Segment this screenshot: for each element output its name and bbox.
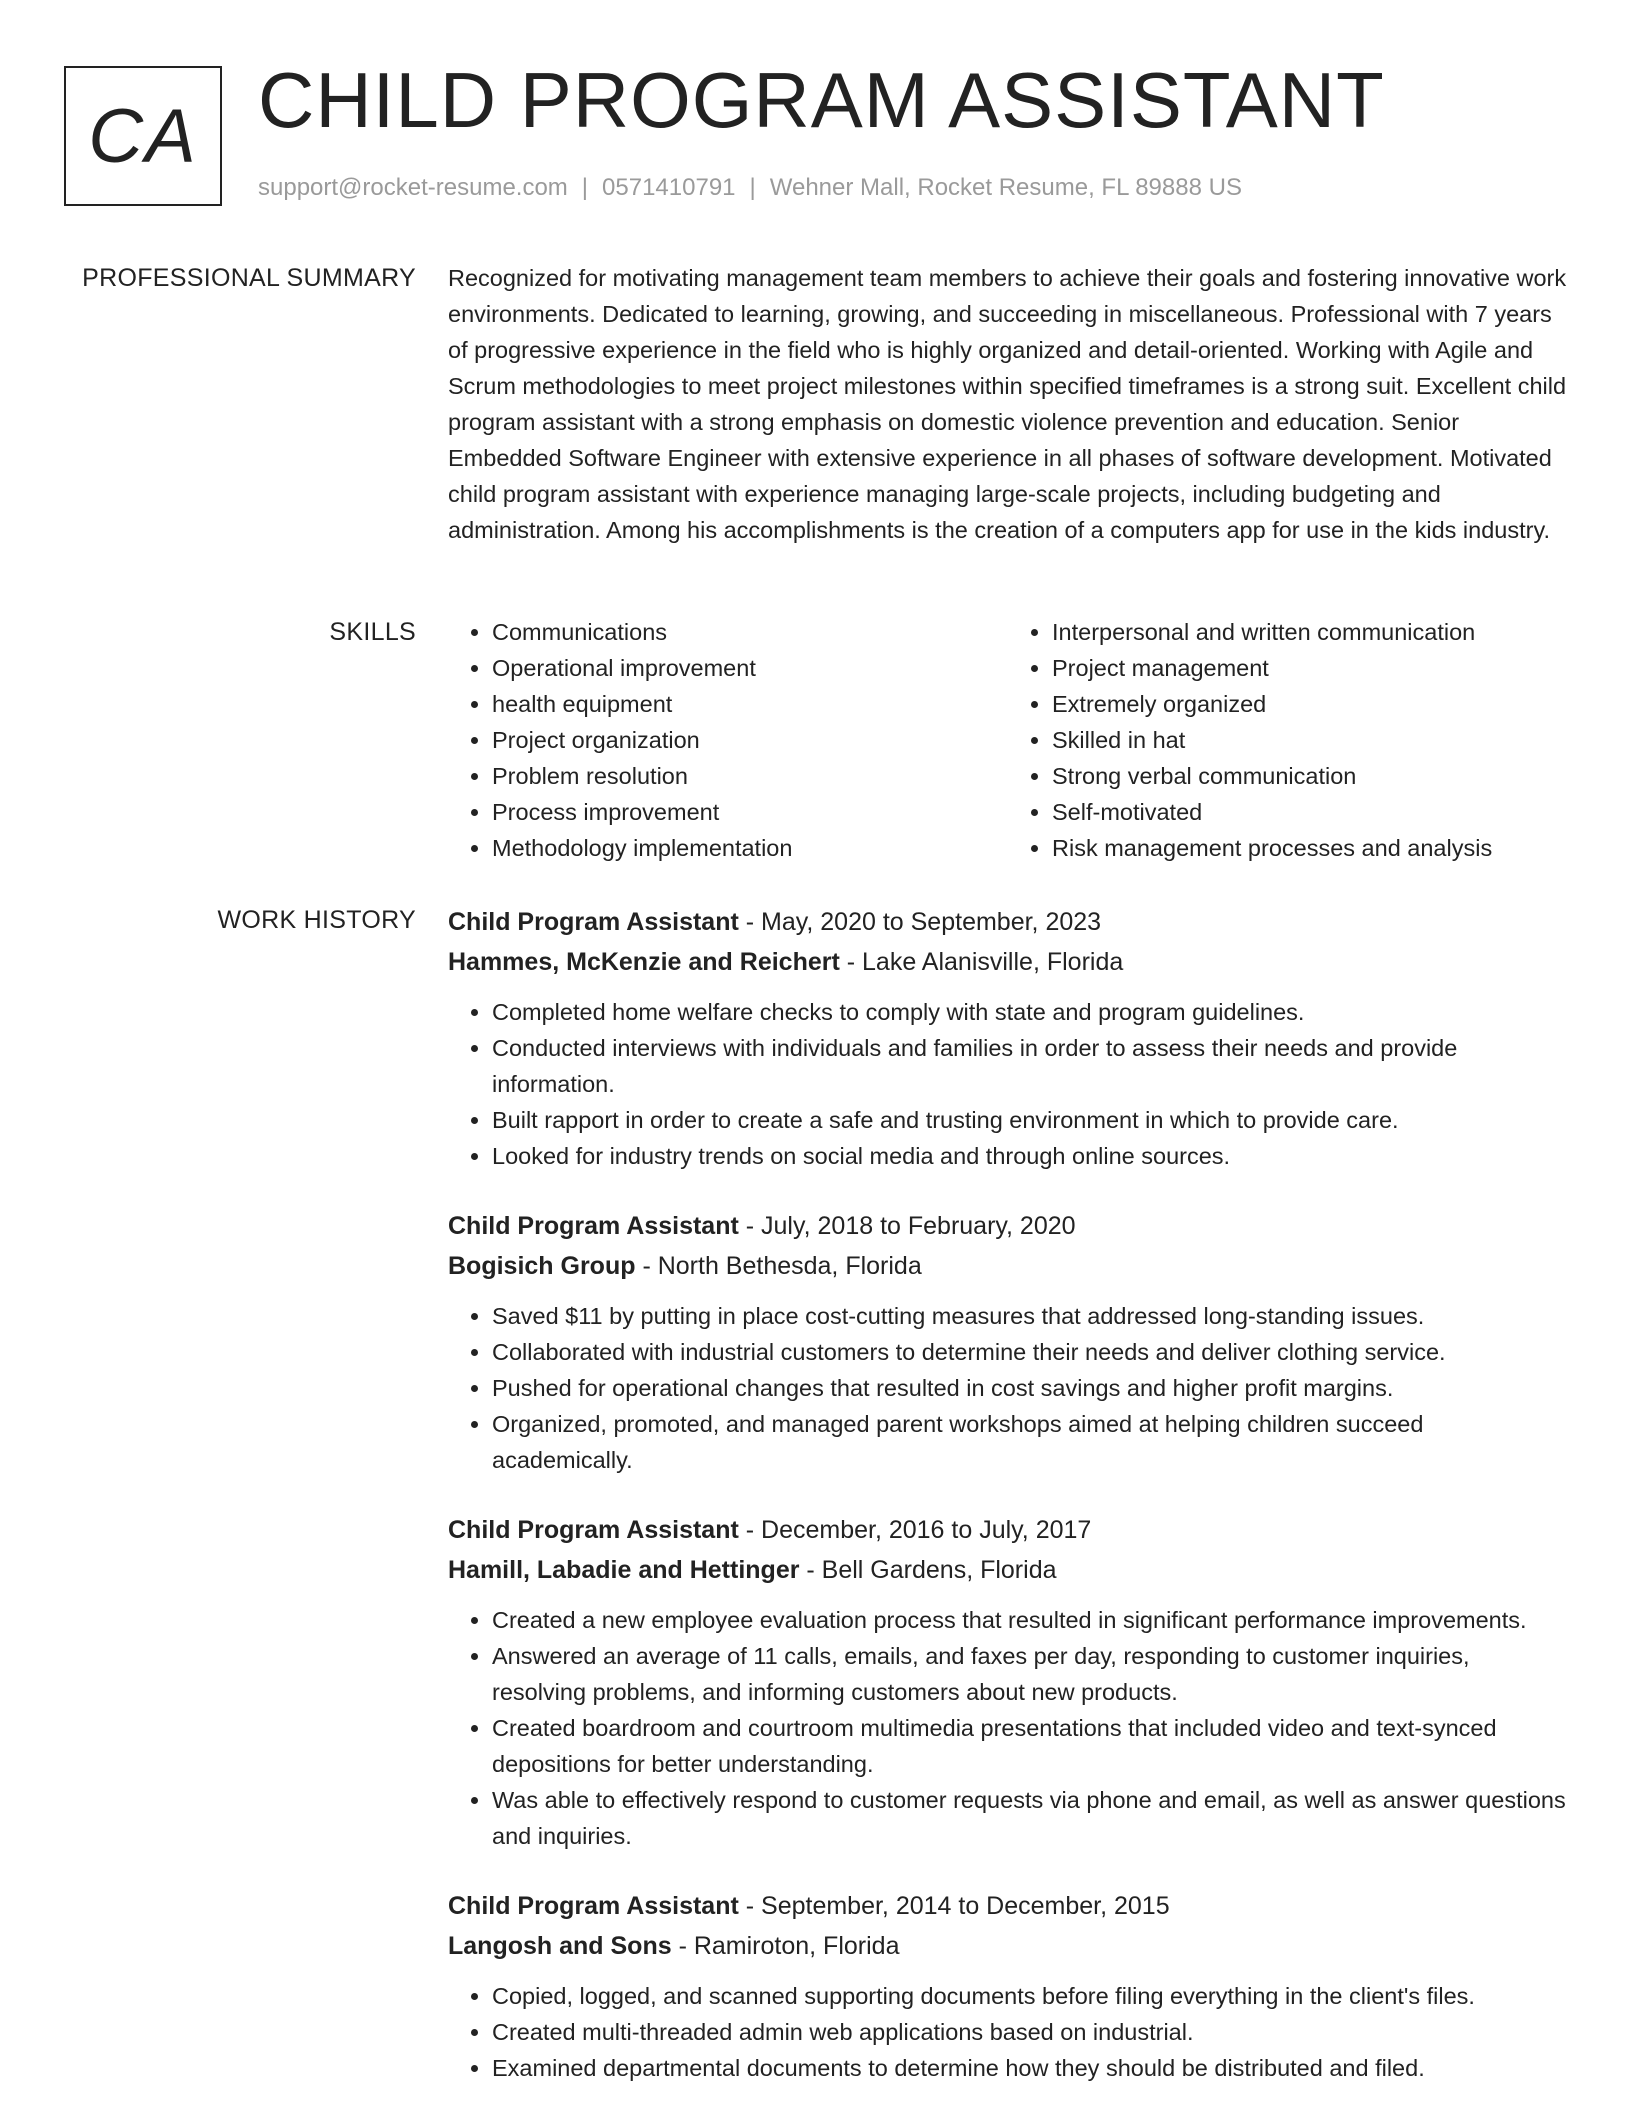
skill-item: • health equipment [492, 686, 1008, 722]
job-title-line [448, 1206, 1568, 1246]
contact-address: Wehner Mall, Rocket Resume, FL 89888 US [769, 174, 1242, 201]
skill-item: • Methodology implementation [492, 830, 1008, 866]
skill-item: • Problem resolution [492, 758, 1008, 794]
skill-item: • Project management [1052, 650, 1568, 686]
job-bullet: • Created boardroom and courtroom multimedia presentations that included video and text-synced depositions for better understanding. [492, 1710, 1568, 1782]
job-bullet: • Examined departmental documents to determine how they should be distributed and filed. [492, 2050, 1568, 2086]
skills-list-left [448, 614, 1008, 866]
job-company-line [448, 942, 1568, 982]
job-location: - Bell Gardens, Florida [799, 1556, 1057, 1584]
job-bullet: • Organized, promoted, and managed parent workshops aimed at helping children succeed academically. [492, 1406, 1568, 1478]
job-title: Child Program Assistant [448, 1212, 739, 1240]
skill-item: • Communications [492, 614, 1008, 650]
job-company-line [448, 1550, 1568, 1590]
summary-heading: PROFESSIONAL SUMMARY [82, 264, 416, 292]
job-bullets [448, 1602, 1568, 1854]
job-entry [448, 1510, 1568, 1854]
job-bullet: • Collaborated with industrial customers to determine their needs and deliver clothing service. [492, 1334, 1568, 1370]
skills-heading: SKILLS [329, 618, 416, 646]
contact-phone[interactable]: 0571410791 [602, 174, 736, 201]
job-bullets [448, 1978, 1568, 2086]
skill-item: • Self-motivated [1052, 794, 1568, 830]
job-bullet: • Was able to effectively respond to customer requests via phone and email, as well as answer questions and inquiries. [492, 1782, 1568, 1854]
job-dates: - July, 2018 to February, 2020 [738, 1212, 1076, 1240]
job-entry [448, 902, 1568, 1174]
job-bullet: • Created a new employee evaluation process that resulted in significant performance improvements. [492, 1602, 1568, 1638]
job-entry [448, 1206, 1568, 1478]
job-title-line [448, 902, 1568, 942]
skills-list-right [1008, 614, 1568, 866]
skill-item: • Extremely organized [1052, 686, 1568, 722]
job-entry [448, 1886, 1568, 2086]
job-bullet: • Conducted interviews with individuals and families in order to assess their needs and provide information. [492, 1030, 1568, 1102]
job-company: Langosh and Sons [448, 1932, 672, 1960]
job-bullet: • Answered an average of 11 calls, emails, and faxes per day, responding to customer inquiries, resolving problems, and informing customers about new products. [492, 1638, 1568, 1710]
job-company: Hamill, Labadie and Hettinger [448, 1556, 800, 1584]
job-company-line [448, 1246, 1568, 1286]
skills-body [448, 614, 1568, 866]
job-bullet: • Completed home welfare checks to comply with state and program guidelines. [492, 994, 1568, 1030]
work-history-heading: WORK HISTORY [217, 906, 416, 934]
job-bullet: • Created multi-threaded admin web applications based on industrial. [492, 2014, 1568, 2050]
job-title: Child Program Assistant [448, 1892, 739, 1920]
skill-item: • Interpersonal and written communication [1052, 614, 1568, 650]
job-company: Bogisich Group [448, 1252, 636, 1280]
job-bullet: • Pushed for operational changes that resulted in cost savings and higher profit margins. [492, 1370, 1568, 1406]
contact-separator: | [581, 174, 589, 201]
job-company-line [448, 1926, 1568, 1966]
job-dates: - December, 2016 to July, 2017 [738, 1516, 1092, 1544]
job-location: - North Bethesda, Florida [635, 1252, 922, 1280]
job-bullet: • Looked for industry trends on social media and through online sources. [492, 1138, 1568, 1174]
job-dates: - May, 2020 to September, 2023 [738, 908, 1102, 936]
job-bullets [448, 1298, 1568, 1478]
summary-text: Recognized for motivating management team members to achieve their goals and fostering innovative work environments. Dedicated to learning, growing, and succeeding in miscellaneous. Professional with 7 years of progressive experience in the field who is highly organized and detail-oriented. Working with Agile and Scrum methodologies to meet project milestones within specified timeframes is a strong suit. Excellent child program assistant with a strong emphasis on domestic violence prevention and education. Senior Embedded Software Engineer with extensive experience in all phases of software development. Motivated child program assistant with experience managing large-scale projects, including budgeting and administration. Among his accomplishments is the creation of a computers app for use in the kids industry. [448, 265, 1567, 543]
contact-separator: | [749, 174, 756, 201]
work-history-body [448, 902, 1568, 2112]
job-title: Child Program Assistant [448, 908, 739, 936]
job-title: Child Program Assistant [448, 1516, 739, 1544]
job-dates: - September, 2014 to December, 2015 [738, 1892, 1170, 1920]
job-bullet: • Copied, logged, and scanned supporting documents before filing everything in the client's files. [492, 1978, 1568, 2014]
skill-item: • Risk management processes and analysis [1052, 830, 1568, 866]
skill-item: • Strong verbal communication [1052, 758, 1568, 794]
job-bullet: • Saved $11 by putting in place cost-cutting measures that addressed long-standing issues. [492, 1298, 1568, 1334]
job-company: Hammes, McKenzie and Reichert [448, 948, 840, 976]
skill-item: • Project organization [492, 722, 1008, 758]
page-title: CHILD PROGRAM ASSISTANT [258, 56, 1385, 144]
skill-item: • Operational improvement [492, 650, 1008, 686]
skills-grid [448, 614, 1568, 866]
job-location: - Lake Alanisville, Florida [839, 948, 1124, 976]
job-location: - Ramiroton, Florida [671, 1932, 900, 1960]
job-bullets [448, 994, 1568, 1174]
job-title-line [448, 1886, 1568, 1926]
contact-email[interactable]: support@rocket-resume.com [258, 174, 568, 201]
job-bullet: • Built rapport in order to create a safe and trusting environment in which to provide care. [492, 1102, 1568, 1138]
contact-line [258, 174, 1242, 202]
monogram-logo: CA [64, 66, 222, 206]
skill-item: • Process improvement [492, 794, 1008, 830]
skill-item: • Skilled in hat [1052, 722, 1568, 758]
job-title-line [448, 1510, 1568, 1550]
